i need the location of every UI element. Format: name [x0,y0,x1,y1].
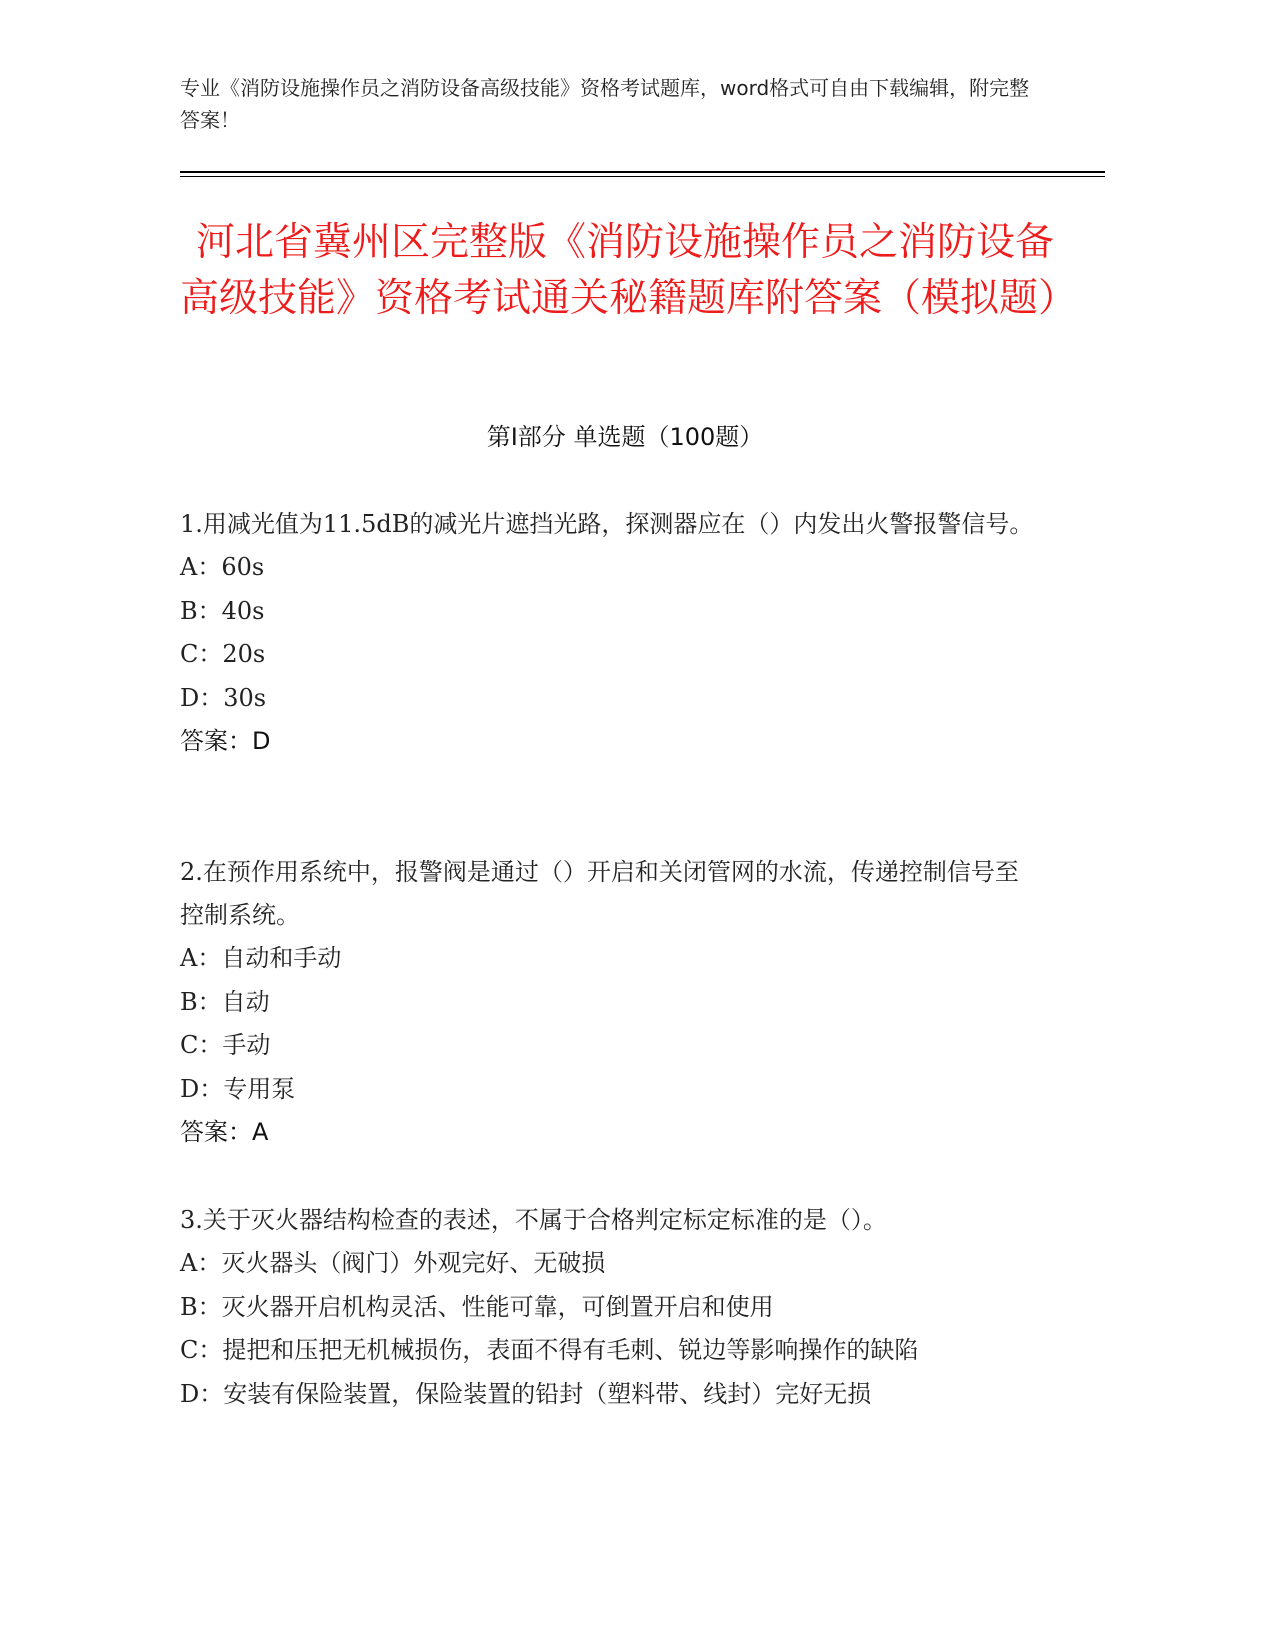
option-d: D：30s [180,683,267,712]
answer-line: 答案：A [180,1118,269,1146]
question-block [180,503,1040,764]
header-note: 专业《消防设施操作员之消防设备高级技能》资格考试题库，word格式可自由下载编辑，附完整答案！ [180,76,1030,132]
question-stem: 2.在预作用系统中，报警阀是通过（）开启和关闭管网的水流，传递控制信号至控制系统。 [180,858,1019,929]
section-title: 第I部分 单选题（100题） [486,423,764,451]
option-a: A：自动和手动 [180,944,342,972]
option-c: C：20s [180,640,266,668]
option-b: B：灭火器开启机构灵活、性能可靠，可倒置开启和使用 [180,1292,774,1321]
option-b: B：自动 [180,987,270,1016]
option-c: C：提把和压把无机械损伤，表面不得有毛刺、锐边等影响操作的缺陷 [180,1336,919,1364]
option-d: D：安装有保险装置，保险装置的铅封（塑料带、线封）完好无损 [180,1379,872,1408]
question-stem: 1.用减光值为11.5dB的减光片遮挡光路，探测器应在（）内发出火警报警信号。 [180,510,1034,538]
header-divider-thin [180,176,1105,177]
option-c: C：手动 [180,1031,271,1059]
answer-line: 答案：D [180,727,271,755]
header-divider-thick [180,171,1105,173]
question-block [180,851,1040,1155]
option-b: B：40s [180,596,265,625]
option-d: D：专用泵 [180,1074,296,1103]
document-title: 河北省冀州区完整版《消防设施操作员之消防设备高级技能》资格考试通关秘籍题库附答案（模拟题） [180,220,1078,321]
option-a: A：60s [180,553,265,581]
option-a: A：灭火器头（阀门）外观完好、无破损 [180,1249,606,1277]
question-block [180,1199,1040,1416]
question-stem: 3.关于灭火器结构检查的表述，不属于合格判定标定标准的是（）。 [180,1206,887,1234]
